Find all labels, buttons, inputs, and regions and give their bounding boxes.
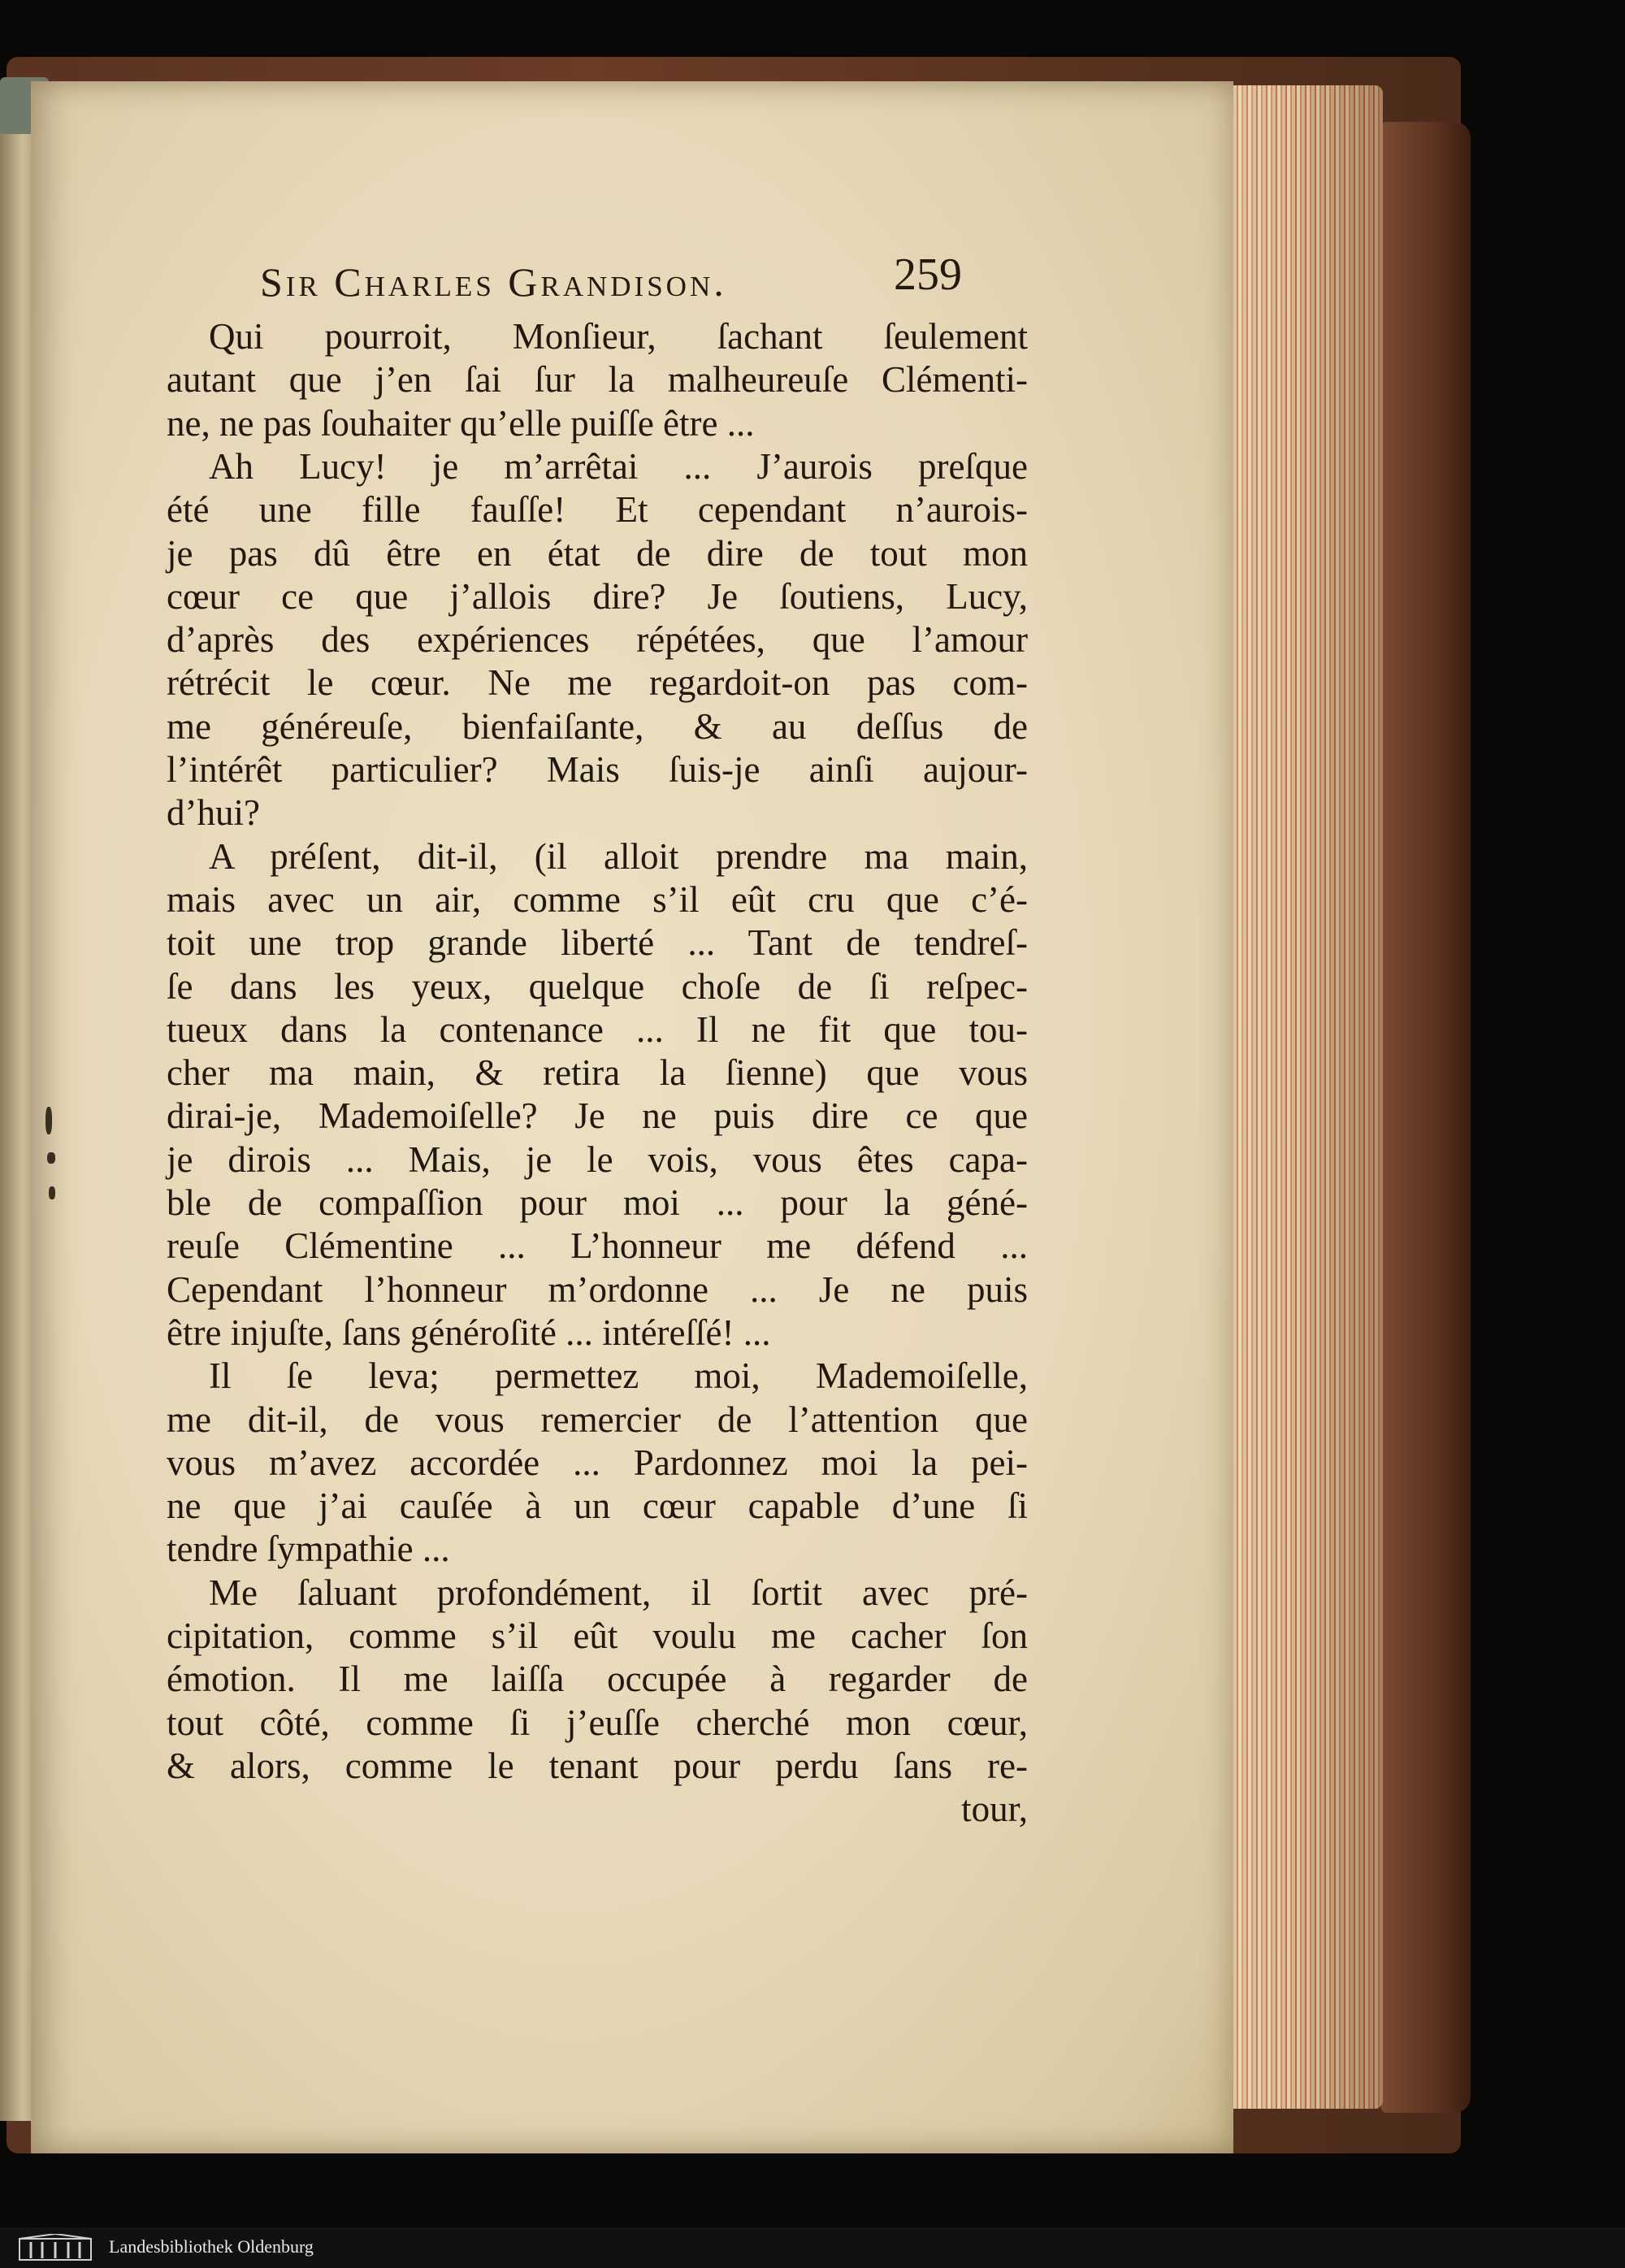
text-line: ne, ne pas ſouhaiter qu’elle puiſſe être ... [167,403,755,444]
text-line: Ah Lucy! je m’arrêtai ... J’aurois preſque [209,446,1028,487]
text-line: ſe dans les yeux, quelque choſe de ſi reſpec- [167,966,1028,1007]
text-line: Qui pourroit, Monſieur, ſachant ſeulement [209,316,1028,357]
text-line: A préſent, dit-il, (il alloit prendre ma main, [209,836,1028,877]
text-line: Cependant l’honneur m’ordonne ... Je ne puis [167,1269,1028,1310]
text-line: je dirois ... Mais, je le vois, vous êtes capa- [167,1139,1028,1180]
margin-mark [49,1186,55,1199]
page-number: 259 [894,249,962,300]
text-line: & alors, comme le tenant pour perdu ſans re- [167,1745,1028,1786]
previous-page-edge [0,114,32,2121]
text-line: je pas dû être en état de dire de tout mon [167,533,1028,574]
library-credit: Landesbibliothek Oldenburg [109,2236,314,2257]
text-line: tout côté, comme ſi j’euſſe cherché mon cœur, [167,1702,1028,1743]
text-line: ne que j’ai cauſée à un cœur capable d’une ſi [167,1485,1028,1526]
text-line: cher ma main, & retira la ſienne) que vous [167,1052,1028,1093]
cover-edge [1381,122,1471,2113]
text-line: tueux dans la contenance ... Il ne fit que tou- [167,1009,1028,1050]
text-line: autant que j’en ſai ſur la malheureuſe Clémenti- [167,359,1028,400]
text-line: d’hui? [167,792,260,833]
text-line: Me ſaluant profondément, il ſortit avec pré- [209,1572,1028,1613]
page-edges-shade [1228,85,1383,2109]
text-line: Il ſe leva; permettez moi, Mademoiſelle, [209,1355,1028,1396]
text-line: rétrécit le cœur. Ne me regardoit-on pas com- [167,662,1028,703]
text-line: cœur ce que j’allois dire? Je ſoutiens, Lucy, [167,576,1028,617]
running-head-text: Sir Charles Grandison. [260,259,727,305]
text-line: d’après des expériences répétées, que l’amour [167,619,1028,660]
text-line: être injuſte, ſans généroſité ... intéreſſé! ... [167,1312,771,1353]
library-logo-icon [18,2234,93,2261]
margin-mark [46,1107,52,1134]
text-line: ble de compaſſion pour moi ... pour la géné- [167,1182,1028,1223]
text-line: l’intérêt particulier? Mais ſuis-je ainſi aujour- [167,749,1028,790]
text-line: dirai-je, Mademoiſelle? Je ne puis dire ce que [167,1095,1028,1136]
text-line: toit une trop grande liberté ... Tant de tendreſ- [167,922,1028,963]
text-line: émotion. Il me laiſſa occupée à regarder de [167,1659,1028,1699]
text-line: vous m’avez accordée ... Pardonnez moi la pei- [167,1442,1028,1483]
text-line: été une fille fauſſe! Et cependant n’aurois- [167,489,1028,530]
body-text [167,315,1028,1859]
text-line: tendre ſympathie ... [167,1529,450,1569]
text-line: tour, [961,1789,1028,1829]
text-line: reuſe Clémentine ... L’honneur me défend ... [167,1225,1028,1266]
text-line: mais avec un air, comme s’il eût cru que c’é- [167,879,1028,920]
margin-mark [47,1152,55,1164]
text-line: me généreuſe, bienfaiſante, & au deſſus de [167,706,1028,747]
text-line: cipitation, comme s’il eût voulu me cacher ſon [167,1615,1028,1656]
text-line: me dit-il, de vous remercier de l’attention que [167,1399,1028,1440]
